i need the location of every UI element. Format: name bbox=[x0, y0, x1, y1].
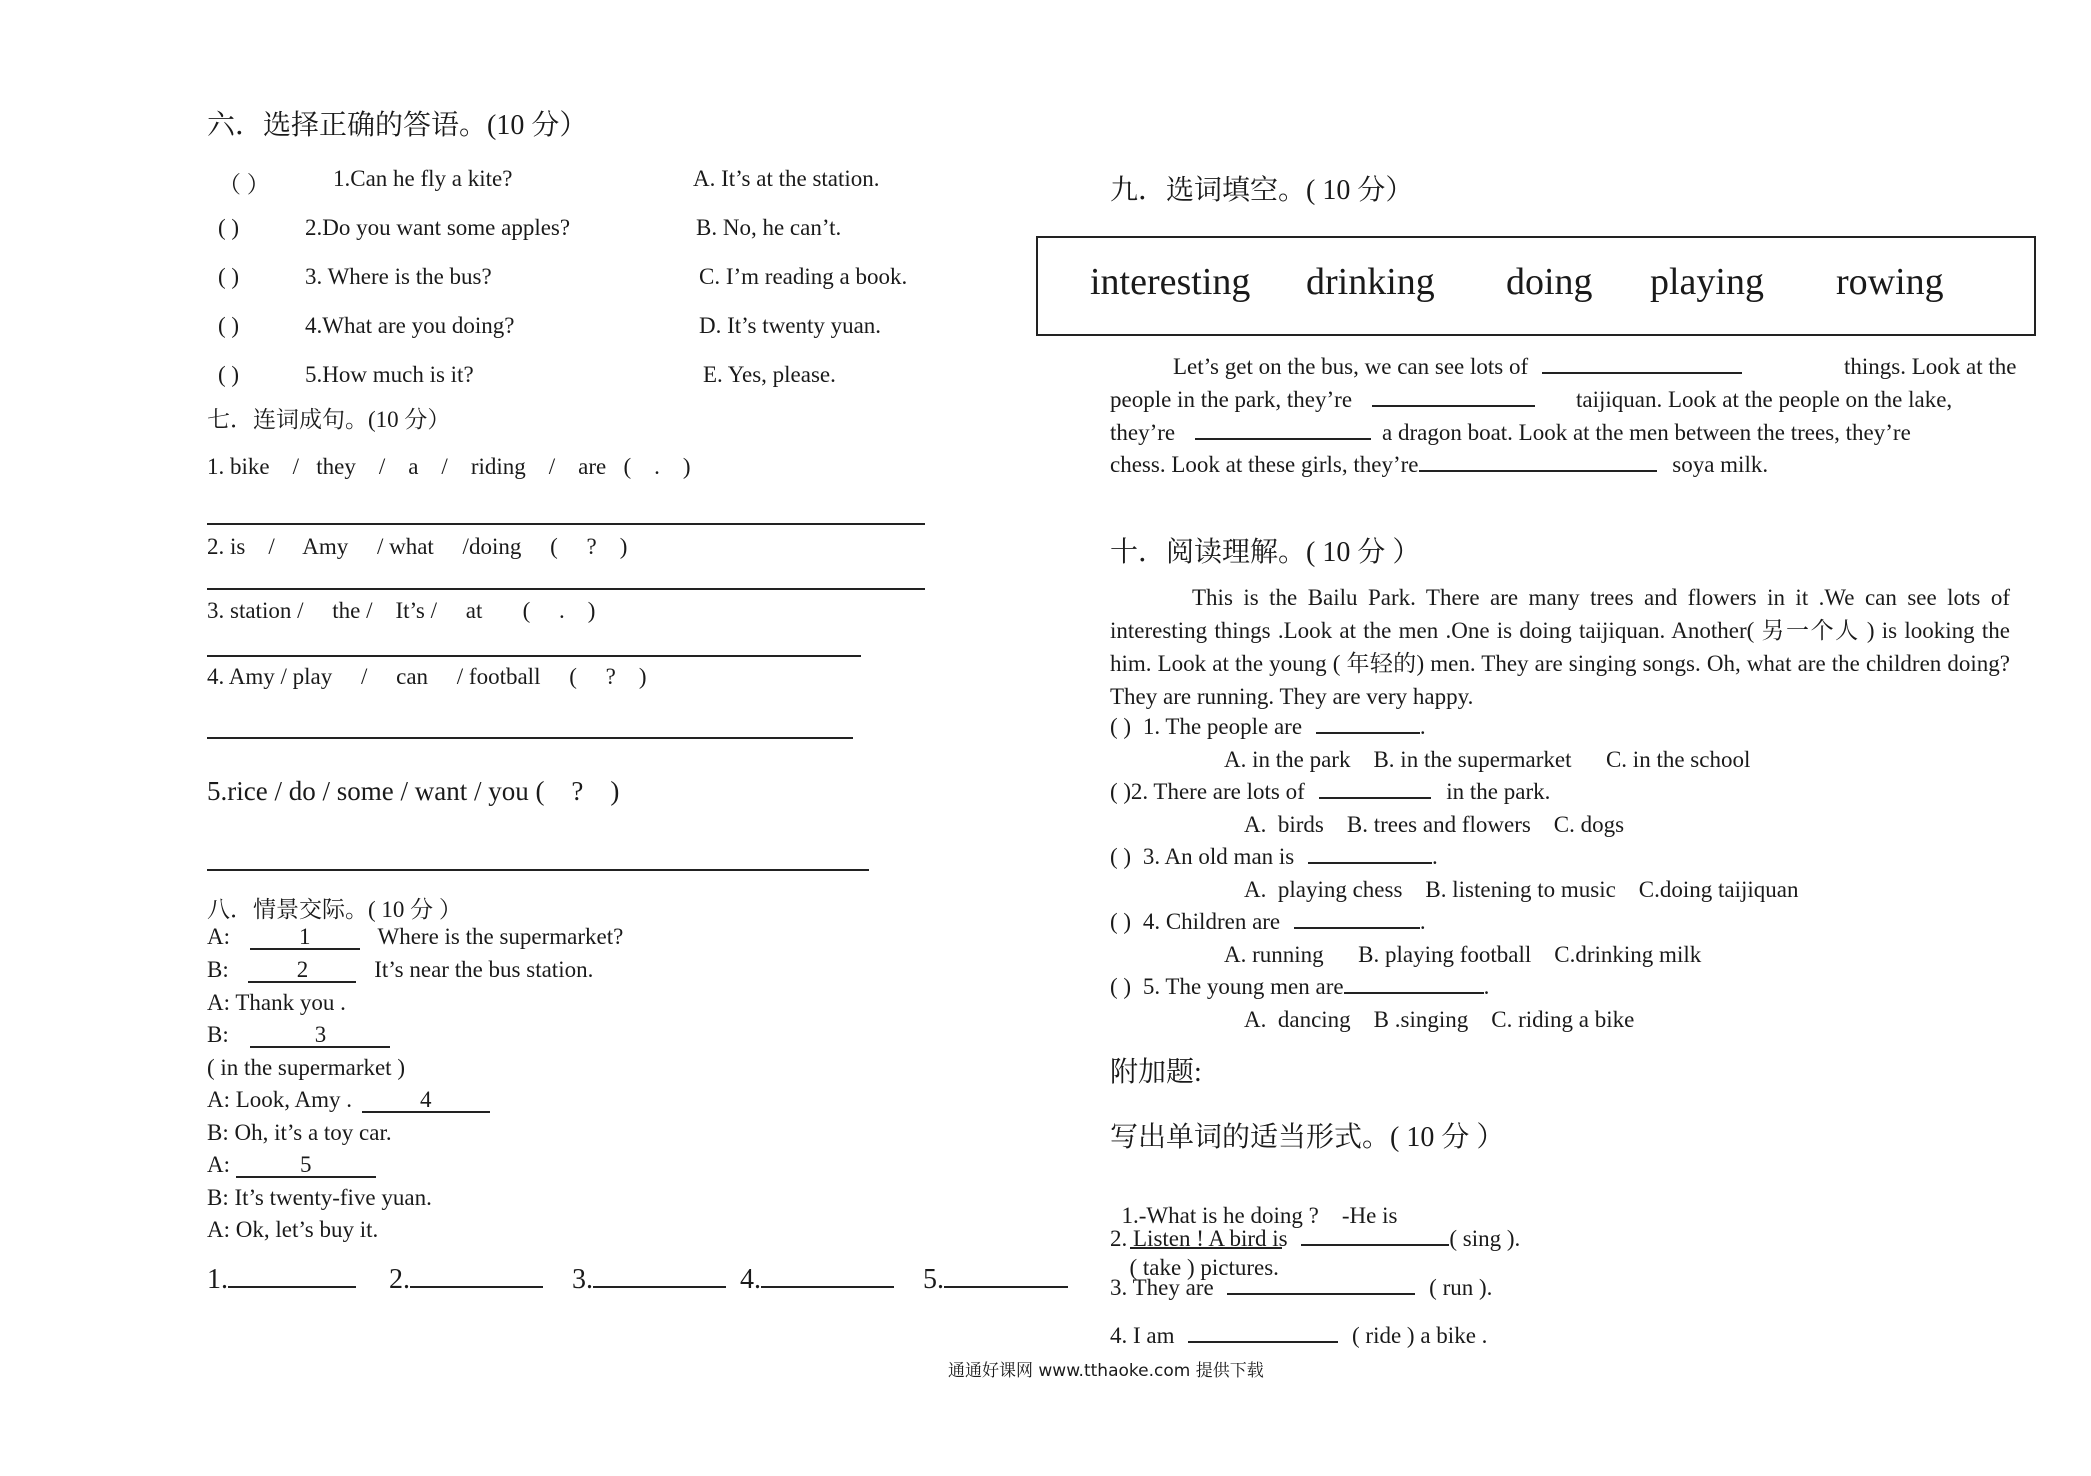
word-doing: doing bbox=[1506, 261, 1593, 303]
s8-answer-blank-2[interactable] bbox=[410, 1286, 543, 1288]
extra-title: 附加题: bbox=[1110, 1057, 1202, 1088]
s10-q3: ( ) 3. An old man is . bbox=[1110, 844, 1438, 869]
s8-blank-4[interactable]: 4 bbox=[362, 1088, 490, 1113]
s10-passage: This is the Bailu Park. There are many trees and flowers in it .We can see lots of interesting things .Look at the men .One is doing taijiquan. Another( 另一个人 ) is looking the him. Look at the young ( 年轻的) men. They are singing songs. Oh, what are the children doing? They are running. They are very happy. bbox=[1110, 585, 2010, 709]
s6-q5-text: 5.How much is it? bbox=[305, 362, 474, 387]
s8-answer-blank-4[interactable] bbox=[761, 1286, 894, 1288]
s9-blank-3[interactable] bbox=[1195, 438, 1371, 440]
s10-q5: ( ) 5. The young men are . bbox=[1110, 974, 1490, 999]
s10-q3-options: A. playing chess B. listening to music C.doing taijiquan bbox=[1244, 877, 1799, 902]
s7-item-1: 1. bike / they / a / riding / are ( . ) bbox=[207, 454, 691, 479]
s9-blank-1[interactable] bbox=[1542, 372, 1742, 374]
section-6-title: 六．选择正确的答语。(10 分） bbox=[207, 110, 588, 141]
s8-line-3: A: Thank you . bbox=[207, 990, 346, 1015]
s8-blank-1[interactable]: 1 bbox=[250, 925, 360, 950]
s10-q4-blank[interactable] bbox=[1294, 927, 1420, 929]
s10-q5-options: A. dancing B .singing C. riding a bike bbox=[1244, 1007, 1635, 1032]
extra-blank-4[interactable] bbox=[1188, 1341, 1338, 1343]
s9-line-3: they’re bbox=[1110, 420, 1371, 446]
s8-line-1: A: 1 Where is the supermarket? bbox=[207, 924, 624, 949]
s6-q2-paren: ( ) bbox=[218, 215, 240, 240]
s8-line-10: A: Ok, let’s buy it. bbox=[207, 1217, 379, 1242]
s7-item-4: 4. Amy / play / can / football ( ? ) bbox=[207, 664, 647, 689]
s8-line-8: A: 5 bbox=[207, 1152, 376, 1178]
word-interesting: interesting bbox=[1090, 261, 1251, 303]
s7-answer-line-5[interactable] bbox=[207, 869, 869, 871]
word-drinking: drinking bbox=[1306, 261, 1435, 303]
word-bank-box bbox=[1036, 236, 2036, 336]
s7-answer-line-1[interactable] bbox=[207, 523, 925, 525]
s6-a5-text: E. Yes, please. bbox=[703, 362, 836, 387]
s7-item-3: 3. station / the / It’s / at ( . ) bbox=[207, 598, 596, 623]
s8-line-7: B: Oh, it’s a toy car. bbox=[207, 1120, 392, 1145]
extra-item-3: 3. They are ( run ). bbox=[1110, 1275, 1493, 1300]
s6-q2-text: 2.Do you want some apples? bbox=[305, 215, 571, 240]
s7-item-5: 5.rice / do / some / want / you ( ? ) bbox=[207, 776, 620, 806]
page-footer: 通通好课网 www.tthaoke.com 提供下载 bbox=[948, 1361, 1264, 1381]
s6-q1-text: 1.Can he fly a kite? bbox=[333, 166, 513, 191]
s8-blank-5[interactable]: 5 bbox=[236, 1153, 376, 1178]
s10-q3-blank[interactable] bbox=[1308, 862, 1432, 864]
extra-item-4: 4. I am ( ride ) a bike . bbox=[1110, 1323, 1488, 1348]
s8-blank-2[interactable]: 2 bbox=[248, 958, 356, 983]
s9-blank-4[interactable] bbox=[1419, 470, 1657, 472]
s6-a1-text: A. It’s at the station. bbox=[693, 166, 880, 191]
section-9-title: 九．选词填空。( 10 分） bbox=[1110, 175, 1414, 206]
s9-blank-2[interactable] bbox=[1372, 405, 1535, 407]
s10-q2: ( ) 2. There are lots of in the park. bbox=[1110, 779, 1551, 804]
extra-item-1: 1.-What is he doing ? -He is ( take ) pictures. bbox=[1121, 1203, 1398, 1280]
s10-q1: ( ) 1. The people are . bbox=[1110, 714, 1426, 739]
extra-item-2: 2. Listen ! A bird is ( sing ). bbox=[1110, 1226, 1521, 1251]
s10-q2-options: A. birds B. trees and flowers C. dogs bbox=[1244, 812, 1625, 837]
s9-line-3-end: a dragon boat. Look at the men between the trees, they’re bbox=[1382, 420, 1911, 445]
s8-blank-3[interactable]: 3 bbox=[250, 1023, 390, 1048]
s10-q2-blank[interactable] bbox=[1319, 797, 1431, 799]
s6-q1-paren: （ ） bbox=[218, 172, 270, 197]
s8-line-4: B: 3 bbox=[207, 1022, 390, 1048]
extra-blank-3[interactable] bbox=[1227, 1293, 1415, 1295]
word-playing: playing bbox=[1650, 261, 1764, 303]
s10-q4-options: A. running B. playing football C.drinking milk bbox=[1224, 942, 1702, 967]
s9-line-2: people in the park, they’re bbox=[1110, 387, 1535, 413]
s7-answer-line-4[interactable] bbox=[207, 737, 853, 739]
s8-line-2: B: 2 It’s near the bus station. bbox=[207, 957, 594, 982]
s6-q5-paren: ( ) bbox=[218, 362, 240, 387]
s8-answer-blank-1[interactable] bbox=[228, 1286, 356, 1288]
s8-answer-5: 5. bbox=[923, 1264, 1068, 1296]
s6-a2-text: B. No, he can’t. bbox=[696, 215, 842, 240]
s6-q3-text: 3. Where is the bus? bbox=[305, 264, 492, 289]
s8-answer-blank-3[interactable] bbox=[593, 1286, 726, 1288]
s10-q4: ( ) 4. Children are . bbox=[1110, 909, 1426, 934]
s8-answer-2: 2. bbox=[389, 1264, 543, 1296]
extra-subtitle: 写出单词的适当形式。( 10 分 ） bbox=[1110, 1122, 1505, 1153]
s9-line-1: Let’s get on the bus, we can see lots of bbox=[1173, 354, 1742, 380]
section-8-title: 八．情景交际。( 10 分 ） bbox=[207, 897, 462, 922]
s8-answer-blank-5[interactable] bbox=[944, 1286, 1068, 1288]
word-rowing: rowing bbox=[1836, 261, 1944, 303]
s8-answer-3: 3. bbox=[572, 1264, 726, 1296]
section-7-title: 七．连词成句。(10 分） bbox=[207, 407, 451, 432]
s6-a4-text: D. It’s twenty yuan. bbox=[699, 313, 882, 338]
s10-q1-blank[interactable] bbox=[1316, 732, 1420, 734]
s7-answer-line-2[interactable] bbox=[207, 588, 925, 590]
s8-answer-4: 4. bbox=[740, 1264, 894, 1296]
s8-answer-1: 1. bbox=[207, 1264, 356, 1296]
s9-line-2-end: taijiquan. Look at the people on the lake, bbox=[1576, 387, 1953, 412]
extra-blank-2[interactable] bbox=[1301, 1244, 1449, 1246]
s8-line-9: B: It’s twenty-five yuan. bbox=[207, 1185, 432, 1210]
s6-q4-paren: ( ) bbox=[218, 313, 240, 338]
s8-line-6: A: Look, Amy . 4 bbox=[207, 1087, 490, 1113]
s6-q3-paren: ( ) bbox=[218, 264, 240, 289]
s7-answer-line-3[interactable] bbox=[207, 655, 861, 657]
s7-item-2: 2. is / Amy / what /doing ( ? ) bbox=[207, 534, 628, 559]
s8-line-5: ( in the supermarket ) bbox=[207, 1055, 405, 1080]
section-10-title: 十．阅读理解。( 10 分 ） bbox=[1110, 537, 1421, 568]
s6-q4-text: 4.What are you doing? bbox=[305, 313, 515, 338]
s6-a3-text: C. I’m reading a book. bbox=[699, 264, 908, 289]
s10-q1-options: A. in the park B. in the supermarket C. in the school bbox=[1224, 747, 1751, 772]
s9-line-4: chess. Look at these girls, they’re soya milk. bbox=[1110, 452, 1769, 477]
s9-line-1-end: things. Look at the bbox=[1844, 354, 2017, 379]
s10-q5-blank[interactable] bbox=[1344, 992, 1484, 994]
